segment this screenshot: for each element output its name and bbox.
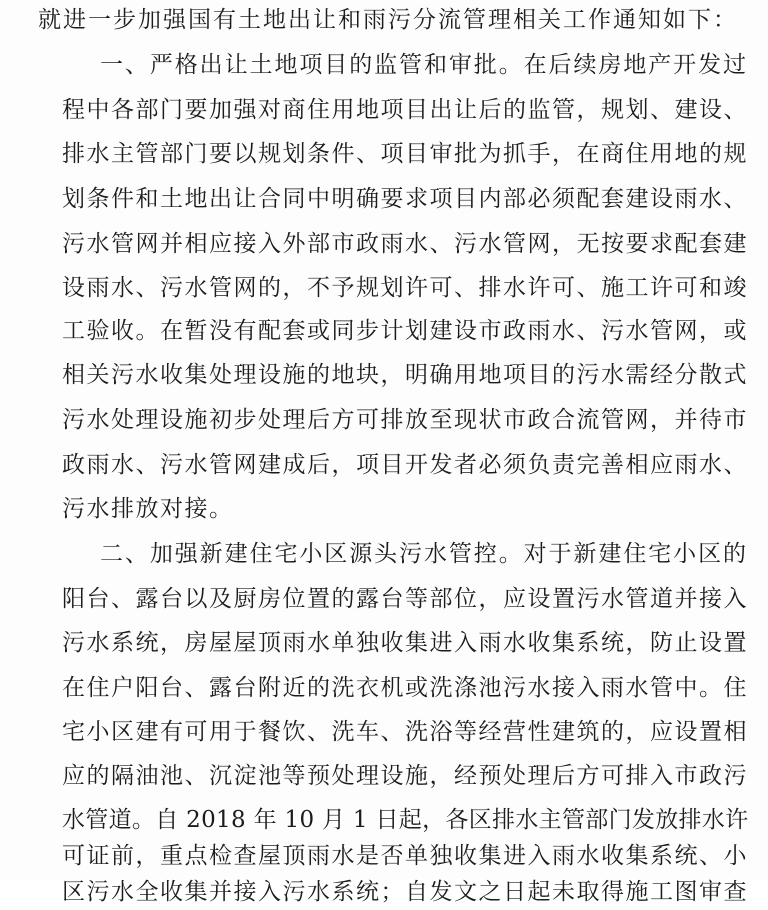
text-line-20: 可证前，重点检查屋顶雨水是否单独收集进入雨水收集系统、小 [62, 843, 748, 869]
text-line-10: 污水处理设施初步处理后方可排放至现状市政合流管网，并待市 [62, 407, 748, 433]
text-line-4: 排水主管部门要以规划条件、项目审批为抓手，在商住用地的规 [62, 141, 748, 167]
text-line-21: 区污水全收集并接入污水系统；自发文之日起未取得施工图审查 [62, 879, 748, 905]
text-line-16: 在住户阳台、露台附近的洗衣机或洗涤池污水接入雨水管中。住 [62, 675, 748, 701]
text-line-11: 政雨水、污水管网建成后，项目开发者必须负责完善相应雨水、 [62, 452, 748, 478]
text-line-2: 一、严格出让土地项目的监管和审批。在后续房地产开发过 [100, 52, 748, 78]
text-line-19: 水管道。自 2018 年 10 月 1 日起，各区排水主管部门发放排水许 [62, 807, 749, 833]
text-line-1: 就进一步加强国有土地出让和雨污分流管理相关工作通知如下： [38, 7, 738, 33]
text-line-6: 污水管网并相应接入外部市政雨水、污水管网，无按要求配套建 [62, 231, 748, 257]
text-line-8: 工验收。在暂没有配套或同步计划建设市政雨水、污水管网，或 [62, 318, 748, 344]
text-line-9: 相关污水收集处理设施的地块，明确用地项目的污水需经分散式 [62, 362, 748, 388]
text-line-7: 设雨水、污水管网的，不予规划许可、排水许可、施工许可和竣 [62, 275, 748, 301]
text-line-18: 应的隔油池、沉淀池等预处理设施，经预处理后方可排入市政污 [62, 763, 748, 789]
text-line-13: 二、加强新建住宅小区源头污水管控。对于新建住宅小区的 [100, 541, 748, 567]
text-line-15: 污水系统，房屋屋顶雨水单独收集进入雨水收集系统，防止设置 [62, 630, 748, 656]
text-line-3: 程中各部门要加强对商住用地项目出让后的监管，规划、建设、 [62, 97, 748, 123]
text-line-17: 宅小区建有可用于餐饮、洗车、洗浴等经营性建筑的，应设置相 [62, 719, 748, 745]
text-line-14: 阳台、露台以及厨房位置的露台等部位，应设置污水管道并接入 [62, 586, 748, 612]
text-line-12: 污水排放对接。 [62, 496, 234, 522]
text-line-5: 划条件和土地出让合同中明确要求项目内部必须配套建设雨水、 [62, 186, 748, 212]
